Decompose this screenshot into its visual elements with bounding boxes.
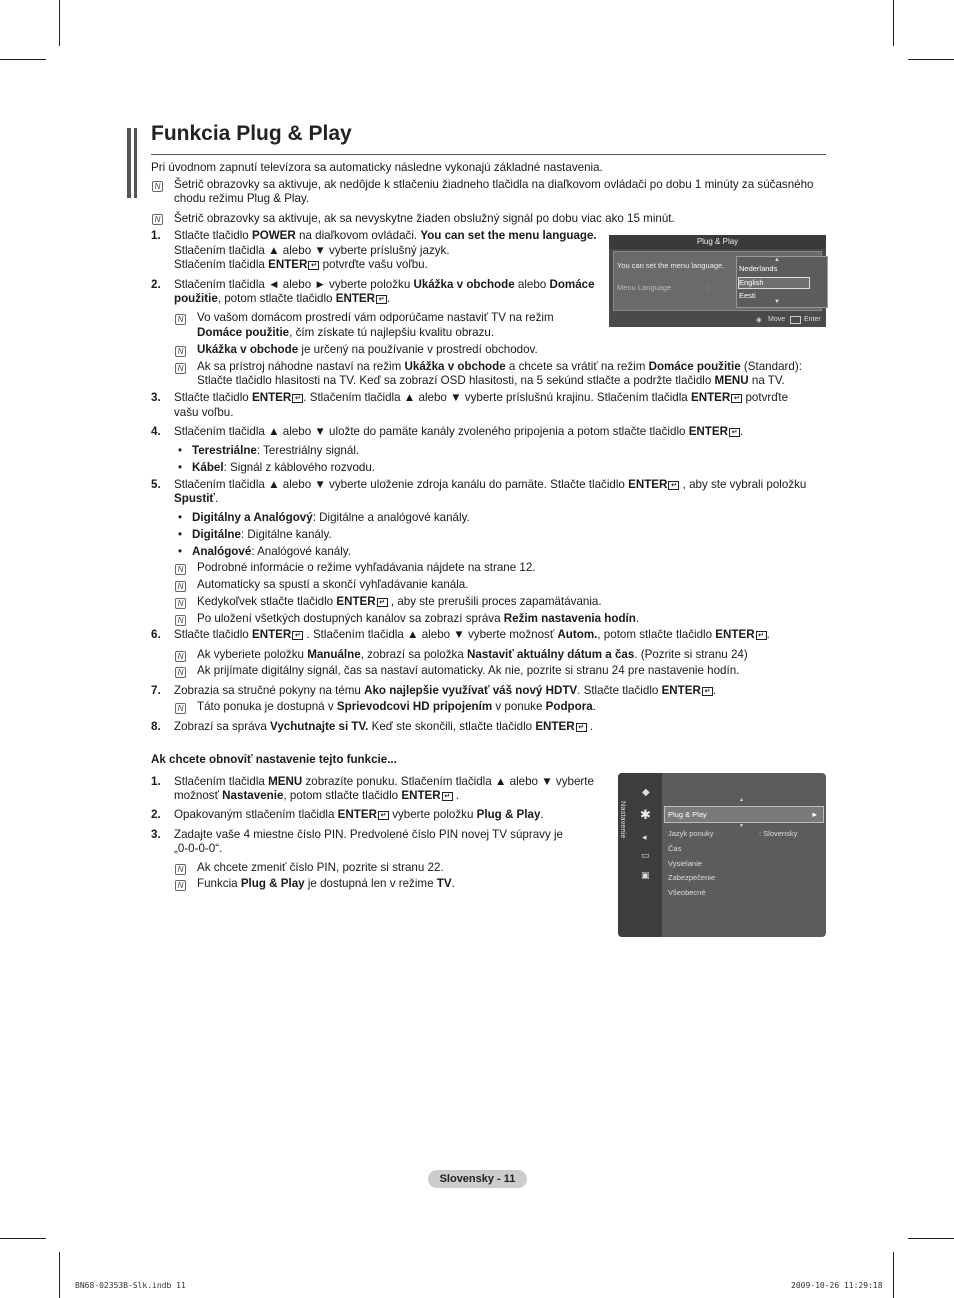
crop-mark: [0, 1238, 46, 1239]
crop-mark: [893, 0, 894, 46]
note-text: Šetrič obrazovky sa aktivuje, ak nedôjde k stlačeniu žiadneho tlačidla na diaľkovom ovládači po dobu 1 minúty za súčasného: [174, 178, 814, 191]
bullet-text: Digitálne: Digitálne kanály.: [192, 528, 332, 541]
page-number-badge: Slovensky - 11: [428, 1170, 527, 1188]
step-text: Stlačením tlačidla ▲ alebo ▼ vyberte uloženie zdroja kanálu do pamäte. Stlačte tlačidlo ENTER ↵ , aby ste vybrali položku: [174, 478, 807, 491]
crop-mark: [59, 1252, 60, 1298]
step-text: Stlačením tlačidla MENU zobrazíte ponuku. Stlačením tlačidla ▲ alebo ▼ vyberte: [174, 775, 594, 788]
step-text: vašu voľbu.: [174, 406, 234, 419]
note-icon: N: [175, 864, 186, 875]
step-number: 5.: [151, 478, 161, 491]
note-text: Podrobné informácie o režime vyhľadávania nájdete na strane 12.: [197, 561, 536, 574]
step-number: 3.: [151, 391, 161, 404]
support-icon: ▣: [641, 870, 650, 880]
language-option[interactable]: Nederlands: [739, 264, 778, 273]
note-text: Stlačte tlačidlo hlasitosti na TV. Keď sa zobrazí OSD hlasitosti, na 5 sekúnd stlačte a podržte tlačidlo MENU na TV.: [197, 374, 785, 387]
osd-label: Menu Language: [617, 283, 672, 292]
crop-mark: [893, 1252, 894, 1298]
enter-icon: ↵: [292, 631, 303, 640]
sound-icon: ◂: [642, 832, 647, 842]
bullet: •: [178, 461, 183, 474]
note-icon: N: [175, 598, 186, 609]
note-icon: N: [175, 314, 186, 325]
enter-icon: ↵: [702, 687, 713, 696]
settings-osd: [618, 773, 826, 937]
note-text: Kedykoľvek stlačte tlačidlo ENTER ↵ , aby ste prerušili proces zapamätávania.: [197, 595, 602, 608]
note-icon: N: [175, 615, 186, 626]
note-text: Ak prijímate digitálny signál, čas sa nastaví automaticky. Ak nie, pozrite si stranu 24 pre nastavenie hodín.: [197, 664, 740, 677]
step-text: Zadajte vaše 4 miestne číslo PIN. Predvolené číslo PIN novej TV súpravy je: [174, 828, 564, 841]
note-icon: N: [175, 581, 186, 592]
step-text: Zobrazí sa správa Vychutnajte si TV. Keď ste skončili, stlačte tlačidlo ENTER ↵ .: [174, 720, 594, 733]
osd-move-label: Move: [768, 316, 786, 323]
step-number: 2.: [151, 278, 161, 291]
down-arrow-icon: ▼: [774, 299, 780, 305]
enter-icon: ↵: [731, 394, 742, 403]
enter-icon: ↵: [756, 631, 767, 640]
bullet: •: [178, 444, 183, 457]
bullet: •: [178, 545, 183, 558]
page-title: Funkcia Plug & Play: [151, 122, 352, 145]
input-icon: ▭: [641, 850, 650, 860]
menu-item-language[interactable]: Jazyk ponuky: [668, 829, 714, 838]
plug-and-play-osd: [609, 235, 826, 327]
note-icon: N: [152, 181, 163, 192]
note-text: Ak sa prístroj náhodne nastaví na režim Ukážka v obchode a chcete sa vrátiť na režim Domáce použitie (Standard):: [197, 360, 802, 373]
step-number: 3.: [151, 828, 161, 841]
menu-item-general[interactable]: Všeobecné: [668, 888, 706, 897]
print-timestamp: 2009-10-26 11:29:18: [791, 1281, 883, 1290]
step-text: možnosť Nastavenie, potom stlačte tlačidlo ENTER ↵ .: [174, 789, 460, 802]
note-icon: N: [175, 703, 186, 714]
intro-text: Pri úvodnom zapnutí televízora sa automaticky následne vykonajú základné nastavenia.: [151, 161, 603, 174]
enter-icon: ↵: [729, 428, 740, 437]
step-text: Stlačením tlačidla ENTER ↵ potvrďte vašu voľbu.: [174, 258, 428, 271]
enter-icon: ↵: [378, 811, 389, 820]
step-text: Stlačením tlačidla ▲ alebo ▼ vyberte príslušný jazyk.: [174, 244, 450, 257]
enter-icon: ↵: [376, 295, 387, 304]
bullet-text: Analógové: Analógové kanály.: [192, 545, 351, 558]
step-number: 1.: [151, 775, 161, 788]
step-text: Spustiť.: [174, 492, 219, 505]
bullet: •: [178, 528, 183, 541]
note-icon: N: [175, 346, 186, 357]
down-arrow-icon: ▼: [739, 823, 744, 829]
enter-icon: ↵: [377, 598, 388, 607]
step-text: Stlačením tlačidla ▲ alebo ▼ uložte do pamäte kanály zvoleného pripojenia a potom stlačte tlačidlo ENTER ↵ .: [174, 425, 744, 438]
bullet-text: Terestriálne: Terestriálny signál.: [192, 444, 360, 457]
enter-icon: ↵: [292, 394, 303, 403]
enter-icon: [790, 316, 801, 324]
step-text: Opakovaným stlačením tlačidla ENTER ↵ vyberte položku Plug & Play.: [174, 808, 544, 821]
up-arrow-icon: ▲: [739, 797, 744, 803]
title-rule: [151, 154, 826, 155]
step-number: 7.: [151, 684, 161, 697]
step-number: 2.: [151, 808, 161, 821]
step-number: 6.: [151, 628, 161, 641]
crop-mark: [908, 1238, 954, 1239]
note-text: Po uložení všetkých dostupných kanálov sa zobrazí správa Režim nastavenia hodín.: [197, 612, 640, 625]
note-text: Automaticky sa spustí a skončí vyhľadávanie kanála.: [197, 578, 469, 591]
enter-icon: ↵: [308, 261, 319, 270]
bullet: •: [178, 511, 183, 524]
crop-mark: [0, 59, 46, 60]
enter-icon: ↵: [668, 481, 679, 490]
menu-item-value: : Slovensky: [759, 829, 798, 838]
menu-item-broadcast[interactable]: Vysielanie: [668, 859, 702, 868]
osd-enter-label: Enter: [804, 316, 821, 323]
language-list[interactable]: [736, 256, 828, 308]
note-text: Ak vyberiete položku Manuálne, zobrazí sa položka Nastaviť aktuálny dátum a čas. (Pozrite si stranu 24): [197, 648, 748, 661]
note-text: Domáce použitie, čím získate tú najlepšiu kvalitu obrazu.: [197, 326, 495, 339]
step-text: Stlačte tlačidlo POWER na diaľkovom ovládači. You can set the menu language.: [174, 229, 597, 242]
step-text: Zobrazia sa stručné pokyny na tému Ako najlepšie využívať váš nový HDTV. Stlačte tlačidlo ENTER ↵ .: [174, 684, 717, 697]
step-number: 1.: [151, 229, 161, 242]
note-text: Ak chcete zmeniť číslo PIN, pozrite si stranu 22.: [197, 861, 444, 874]
section-heading: Ak chcete obnoviť nastavenie tejto funkcie...: [151, 753, 397, 766]
crop-mark: [59, 0, 60, 46]
menu-item-security[interactable]: Zabezpečenie: [668, 873, 716, 882]
note-text: Šetrič obrazovky sa aktivuje, ak sa nevyskytne žiaden obslužný signál po dobu viac ako 15 minút.: [174, 212, 675, 225]
step-text: Stlačte tlačidlo ENTER ↵ . Stlačením tlačidla ▲ alebo ▼ vyberte možnosť Autom., potom stlačte tlačidlo ENTER ↵ .: [174, 628, 770, 641]
bullet-text: Kábel: Signál z káblového rozvodu.: [192, 461, 376, 474]
note-icon: N: [175, 363, 186, 374]
osd-title: Plug & Play: [609, 235, 826, 249]
move-icon: ◈: [756, 315, 762, 324]
crop-mark: [908, 59, 954, 60]
step-text: Stlačte tlačidlo ENTER ↵ . Stlačením tlačidla ▲ alebo ▼ vyberte príslušnú krajinu. Stlačením tlačidla ENTER ↵ potvrďte: [174, 391, 789, 404]
note-text: Táto ponuka je dostupná v Sprievodcovi HD pripojením v ponuke Podpora.: [197, 700, 596, 713]
note-icon: N: [175, 651, 186, 662]
note-icon: N: [175, 667, 186, 678]
menu-item-label: Plug & Play: [668, 810, 707, 819]
step-number: 4.: [151, 425, 161, 438]
note-icon: N: [175, 880, 186, 891]
osd-colon: :: [708, 283, 711, 292]
note-text: Ukážka v obchode je určený na používanie v prostredí obchodov.: [197, 343, 538, 356]
bullet-text: Digitálny a Analógový: Digitálne a analógové kanály.: [192, 511, 470, 524]
step-text: Stlačením tlačidla ◄ alebo ► vyberte položku Ukážka v obchode alebo Domáce: [174, 278, 595, 291]
picture-icon: ◆: [642, 787, 650, 798]
note-icon: N: [152, 214, 163, 225]
osd-prompt: You can set the menu language.: [617, 261, 725, 270]
note-text: Vo vašom domácom prostredí vám odporúčame nastaviť TV na režim: [197, 311, 554, 324]
print-filename: BN68-02353B-Slk.indb 11: [75, 1281, 186, 1290]
sidebar-label: Nastavenie: [619, 801, 628, 839]
menu-item-time[interactable]: Čas: [668, 844, 682, 853]
enter-icon: ↵: [442, 792, 453, 801]
chevron-right-icon: ►: [811, 810, 819, 819]
settings-gear-icon: ✱: [640, 807, 651, 822]
note-text: Funkcia Plug & Play je dostupná len v režime TV.: [197, 877, 455, 890]
enter-icon: ↵: [576, 723, 587, 732]
language-option[interactable]: Eesti: [739, 291, 756, 300]
step-text: „0-0-0-0“.: [174, 842, 223, 855]
language-option[interactable]: English: [739, 278, 764, 287]
step-text: použitie, potom stlačte tlačidlo ENTER ↵ .: [174, 292, 391, 305]
osd-panel: [613, 251, 822, 311]
note-text: chodu režimu Plug & Play.: [174, 192, 310, 205]
osd-sidebar: [618, 773, 662, 937]
step-number: 8.: [151, 720, 161, 733]
note-icon: N: [175, 564, 186, 575]
up-arrow-icon: ▲: [774, 257, 780, 263]
